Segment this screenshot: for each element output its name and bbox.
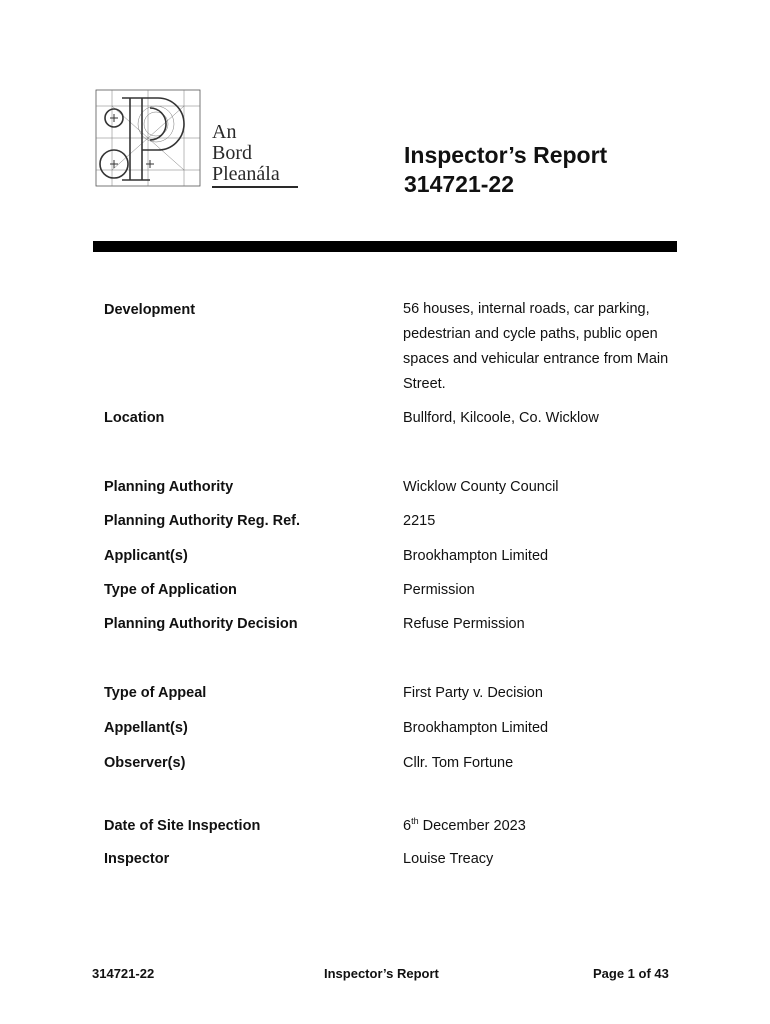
field-label: Appellant(s) xyxy=(104,720,188,736)
field-value: Wicklow County Council xyxy=(403,479,559,495)
date-month-year: December 2023 xyxy=(418,818,526,834)
field-value: 56 houses, internal roads, car parking, pedestrian and cycle paths, public open spaces and vehicular entrance from Main Street. xyxy=(403,301,669,392)
field-label: Development xyxy=(104,302,196,318)
report-title xyxy=(404,141,607,199)
field-value: Bullford, Kilcoole, Co. Wicklow xyxy=(403,410,599,426)
logo-line-1: An xyxy=(212,121,237,143)
field-label: Applicant(s) xyxy=(104,548,188,564)
field-label: Planning Authority Decision xyxy=(104,616,298,632)
field-label: Type of Application xyxy=(104,582,237,598)
field-label: Inspector xyxy=(104,851,170,867)
field-value: Refuse Permission xyxy=(403,616,525,632)
field-value: 2215 xyxy=(403,513,436,529)
report-title-line-1: Inspector’s Report xyxy=(404,142,608,168)
pleanala-p-emblem-icon xyxy=(92,86,204,190)
logo-underline xyxy=(212,186,298,188)
header-divider xyxy=(93,241,677,252)
field-value: Louise Treacy xyxy=(403,851,494,867)
report-case-number: 314721-22 xyxy=(404,171,514,197)
field-label: Observer(s) xyxy=(104,755,186,771)
field-label: Planning Authority Reg. Ref. xyxy=(104,513,301,529)
field-label: Location xyxy=(104,410,165,426)
field-value: Brookhampton Limited xyxy=(403,720,549,736)
field-label: Date of Site Inspection xyxy=(104,818,261,834)
date-ordinal-suffix: th xyxy=(411,816,419,826)
date-day: 6 xyxy=(403,818,412,834)
logo-wordmark xyxy=(212,122,280,185)
footer-report-name: Inspector’s Report xyxy=(324,966,439,981)
field-label: Type of Appeal xyxy=(104,685,207,701)
field-value xyxy=(403,816,693,836)
footer-page-number: Page 1 of 43 xyxy=(593,966,669,981)
an-bord-pleanala-logo xyxy=(92,86,302,192)
field-label: Planning Authority xyxy=(104,479,234,495)
field-value: First Party v. Decision xyxy=(403,685,543,701)
field-value: Brookhampton Limited xyxy=(403,548,549,564)
logo-line-3: Pleanála xyxy=(212,163,280,185)
field-value: Cllr. Tom Fortune xyxy=(403,755,514,771)
logo-line-2: Bord xyxy=(212,142,252,164)
field-value: Permission xyxy=(403,582,475,598)
footer-case-number: 314721-22 xyxy=(92,966,155,981)
